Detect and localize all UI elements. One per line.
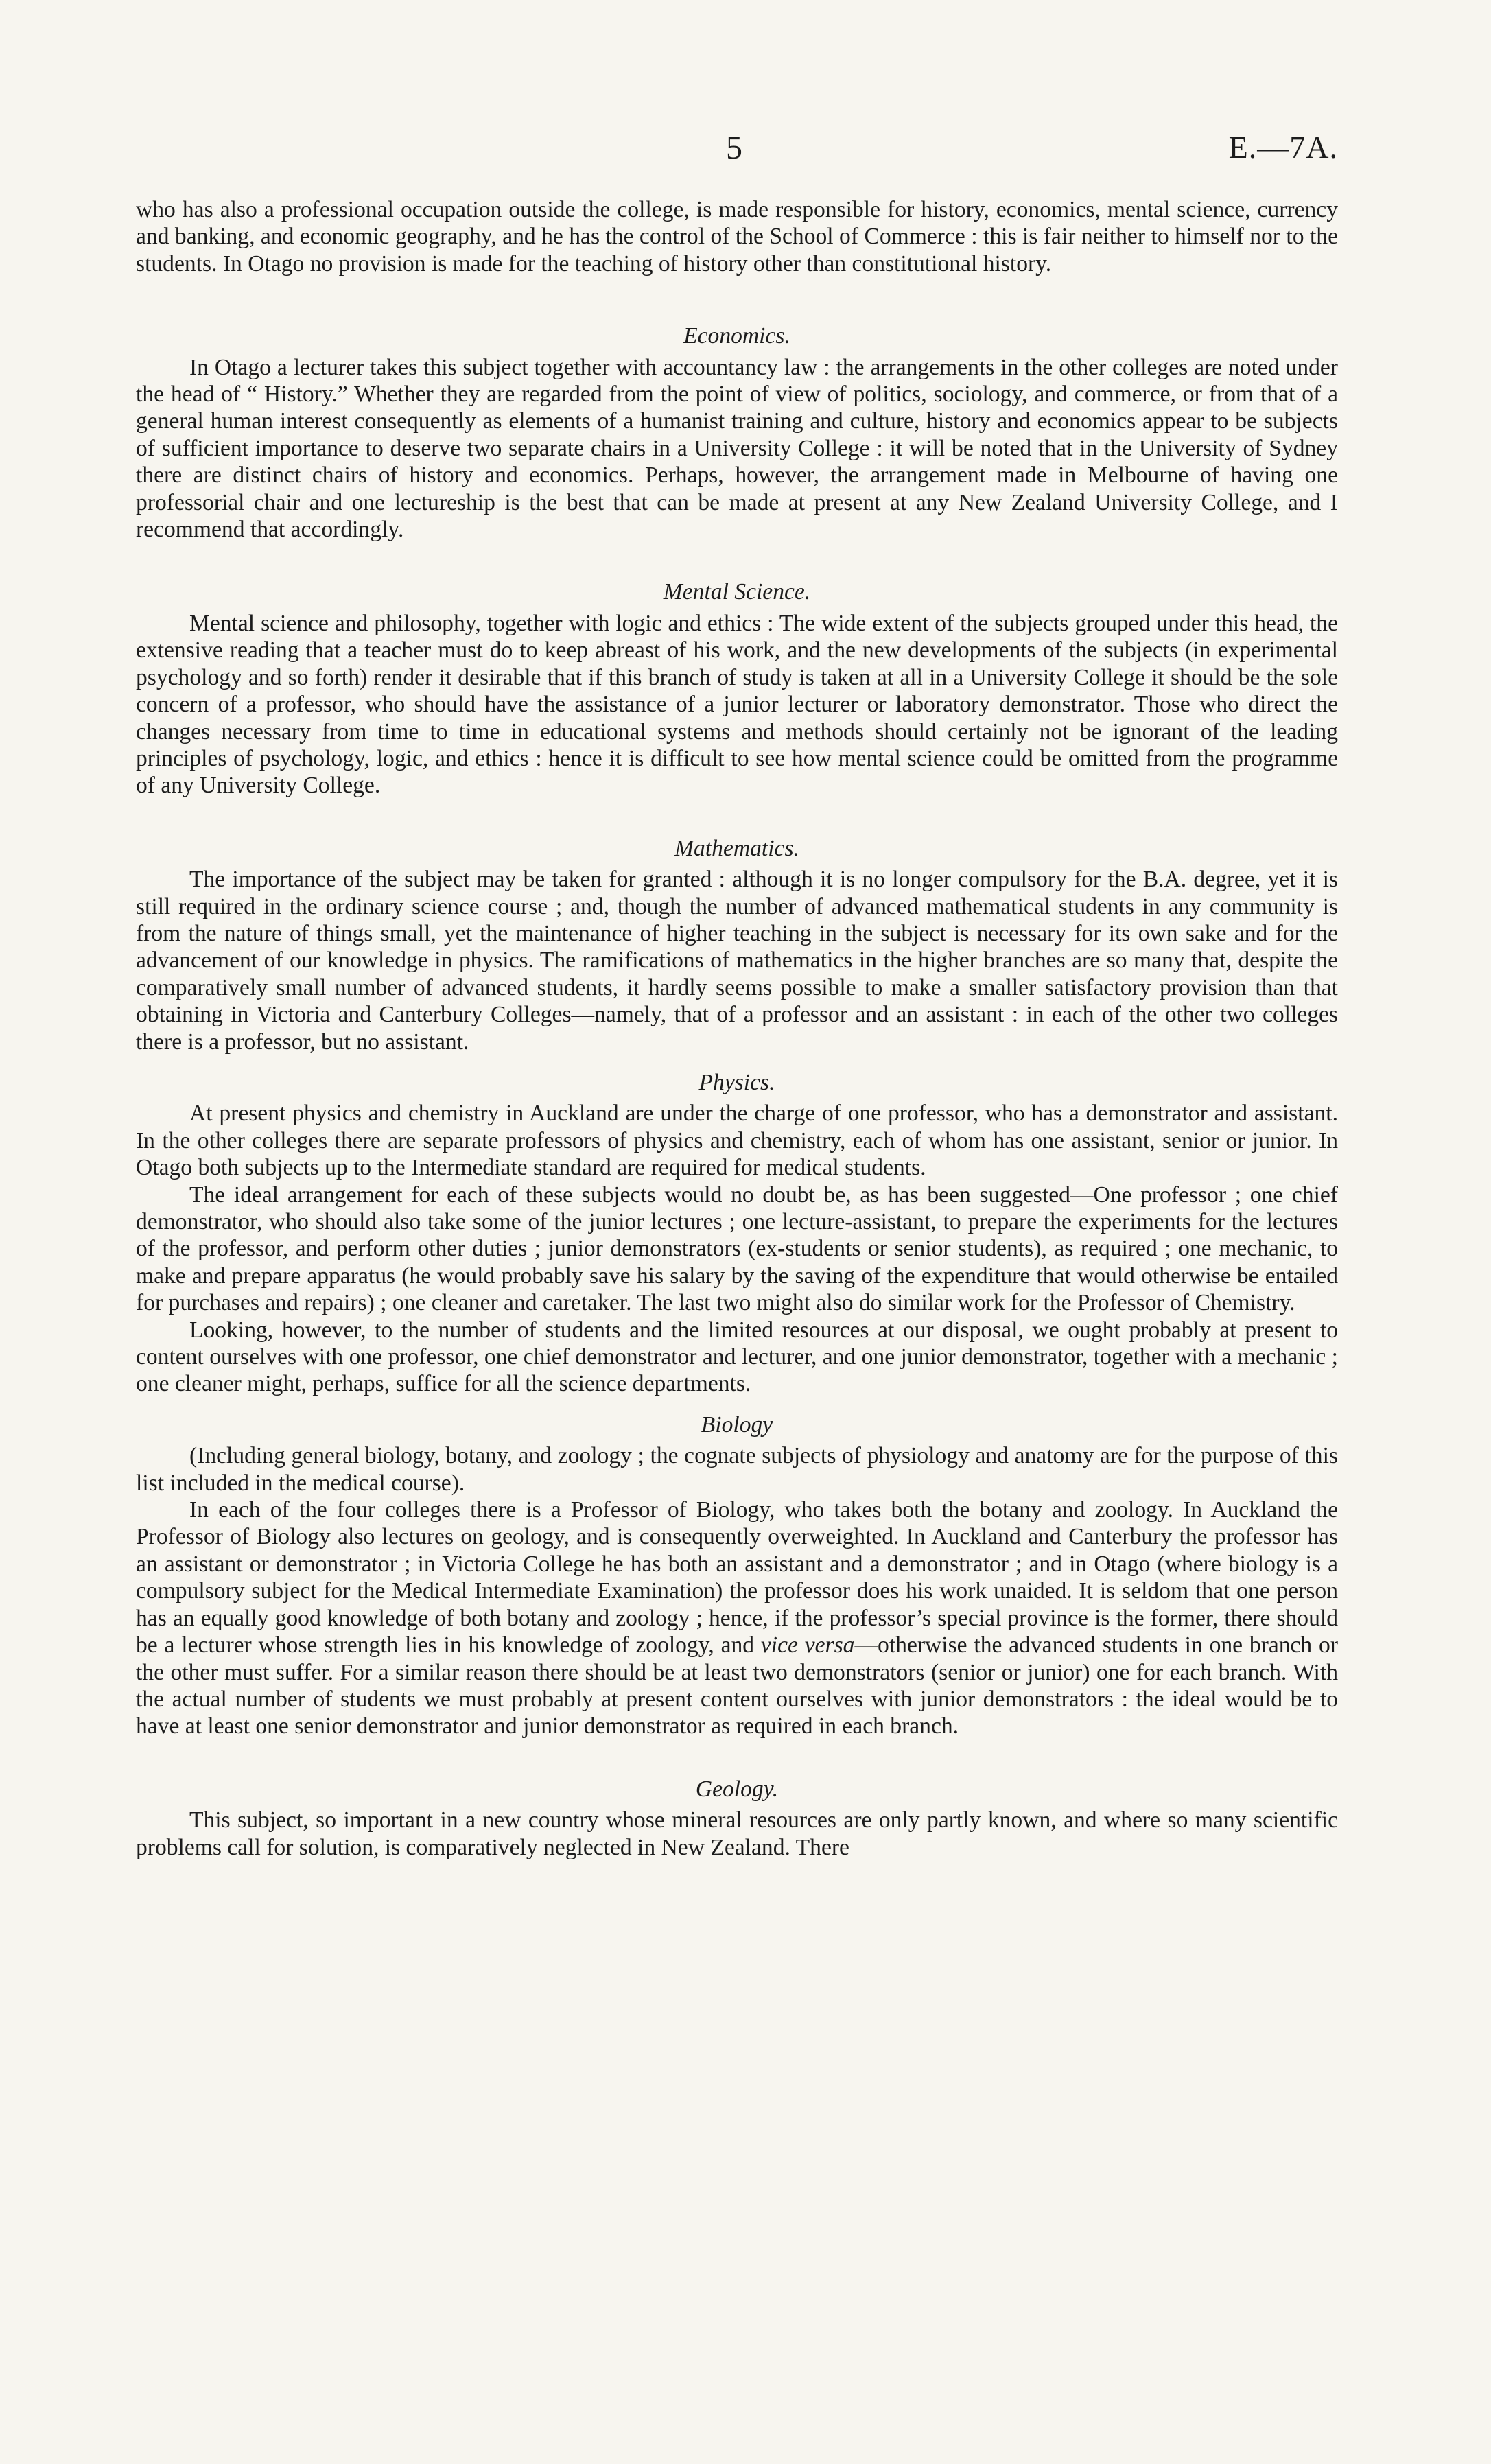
geology-heading: Geology. [695, 1776, 779, 1802]
intro-paragraph: who has also a professional occupation outside the college, is made responsible for history, economics, mental science, currency and banking, and economic geography, and he has the control of the School of Commerce : this is fair neither to himself nor to the students. In Otago no provision is made for the teaching of history other than constitutional history. [136, 197, 1338, 277]
economics-heading: Economics. [683, 323, 790, 349]
biology-text-a: In each of the four colleges there is a Professor of Biology, who takes both the botany and zoology. In Auckland the Professor of Biology also lectures on geology, and is consequently overweighted. In Auckland and Canterbury the professor has an assistant or demonstrator ; in Victoria College he has both an assistant and a demonstrator ; and in Otago (where biology is a compulsory subject for the Medical Intermediate Examination) the professor does his work unaided. It is seldom that one person has an equally good knowledge of both botany and zoology ; hence, if the professor’s special province is the former, there should be a lecturer whose strength lies in his knowledge of zoology, and [136, 1497, 1338, 1658]
biology-italic-phrase: vice versa [760, 1632, 855, 1658]
geology-paragraph: This subject, so important in a new country whose mineral resources are only partly known, and where so many scientific problems call for solution, is comparatively neglected in New Zealand. There [136, 1807, 1338, 1860]
mathematics-paragraph: The importance of the subject may be taken for granted : although it is no longer compulsory for the B.A. degree, yet it is still required in the ordinary science course ; and, though the number of advanced mathematical students in any community is from the nature of things small, yet the maintenance of higher teaching in the subject is necessary for its own sake and for the advancement of our knowledge in physics. The ramifications of mathematics in the higher branches are so many that, despite the comparatively small number of advanced students, it hardly seems possible to make a smaller satisfactory provision than that obtaining in Victoria and Canterbury Colleges—namely, that of a professor and an assistant : in each of the other two colleges there is a professor, but no assistant. [136, 867, 1338, 1055]
physics-paragraph-2: The ideal arrangement for each of these subjects would no doubt be, as has been suggested—One professor ; one chief demonstrator, who should also take some of the junior lectures ; one lecture-assistant, to prepare the experiments for the lectures of the professor, and perform other duties ; junior demonstrators (ex-students or senior students), as required ; one mechanic, to make and prepare apparatus (he would probably save his salary by the saving of the expenditure that would otherwise be entailed for purchases and repairs) ; one cleaner and caretaker. The last two might also do similar work for the Professor of Chemistry. [136, 1182, 1338, 1316]
biology-text-b: —otherwise the advanced students in one branch or the other must suffer. For a similar reason there should be at least two demonstrators (senior or junior) one for each branch. With the actual number of students we must probably at present content ourselves with junior demonstrators : the ideal would be to have at least one senior demonstrator and junior demonstrator as required in each branch. [136, 1632, 1338, 1739]
physics-paragraph-3: Looking, however, to the number of students and the limited resources at our disposal, we ought probably at present to content ourselves with one professor, one chief demonstrator and lecturer, and one junior demonstrator, together with a mechanic ; one cleaner might, perhaps, suffice for all the science departments. [136, 1317, 1338, 1397]
biology-paragraph-2 [136, 1497, 1338, 1740]
document-reference: E.—7A. [1228, 130, 1338, 165]
physics-paragraph-1: At present physics and chemistry in Auckland are under the charge of one professor, who has a demonstrator and assistant. In the other colleges there are separate professors of physics and chemistry, each of whom has one assistant, senior or junior. In Otago both subjects up to the Intermediate standard are required for medical students. [136, 1101, 1338, 1181]
page-header [136, 129, 1338, 170]
physics-heading: Physics. [698, 1069, 775, 1095]
biology-paragraph-1: (Including general biology, botany, and zoology ; the cognate subjects of physiology and anatomy are for the purpose of this list included in the medical course). [136, 1443, 1338, 1496]
mental-science-paragraph: Mental science and philosophy, together with logic and ethics : The wide extent of the subjects grouped under this head, the extensive reading that a teacher must do to keep abreast of his work, and the new developments of the subjects (in experimental psychology and so forth) render it desirable that if this branch of study is taken at all in a University College it should be the sole concern of a professor, who should have the assistance of a junior lecturer or laboratory demonstrator. Those who direct the changes necessary from time to time in educational systems and methods should certainly not be ignorant of the leading principles of psychology, logic, and ethics : hence it is difficult to see how mental science could be omitted from the programme of any University College. [136, 610, 1338, 799]
mathematics-heading: Mathematics. [674, 835, 799, 861]
page-number: 5 [726, 130, 742, 166]
mental-science-heading: Mental Science. [663, 579, 811, 605]
economics-paragraph: In Otago a lecturer takes this subject together with accountancy law : the arrangements in the other colleges are noted under the head of “ History.” Whether they are regarded from the point of view of politics, sociology, and commerce, or from that of a general human interest consequently as elements of a humanist training and culture, history and economics appear to be subjects of sufficient importance to deserve two separate chairs in a University College : it will be noted that in the University of Sydney there are distinct chairs of history and economics. Perhaps, however, the arrangement made in Melbourne of having one professorial chair and one lectureship is the best that can be made at present at any New Zealand University College, and I recommend that accordingly. [136, 354, 1338, 543]
biology-heading: Biology [701, 1411, 773, 1438]
document-body [136, 196, 1338, 1861]
